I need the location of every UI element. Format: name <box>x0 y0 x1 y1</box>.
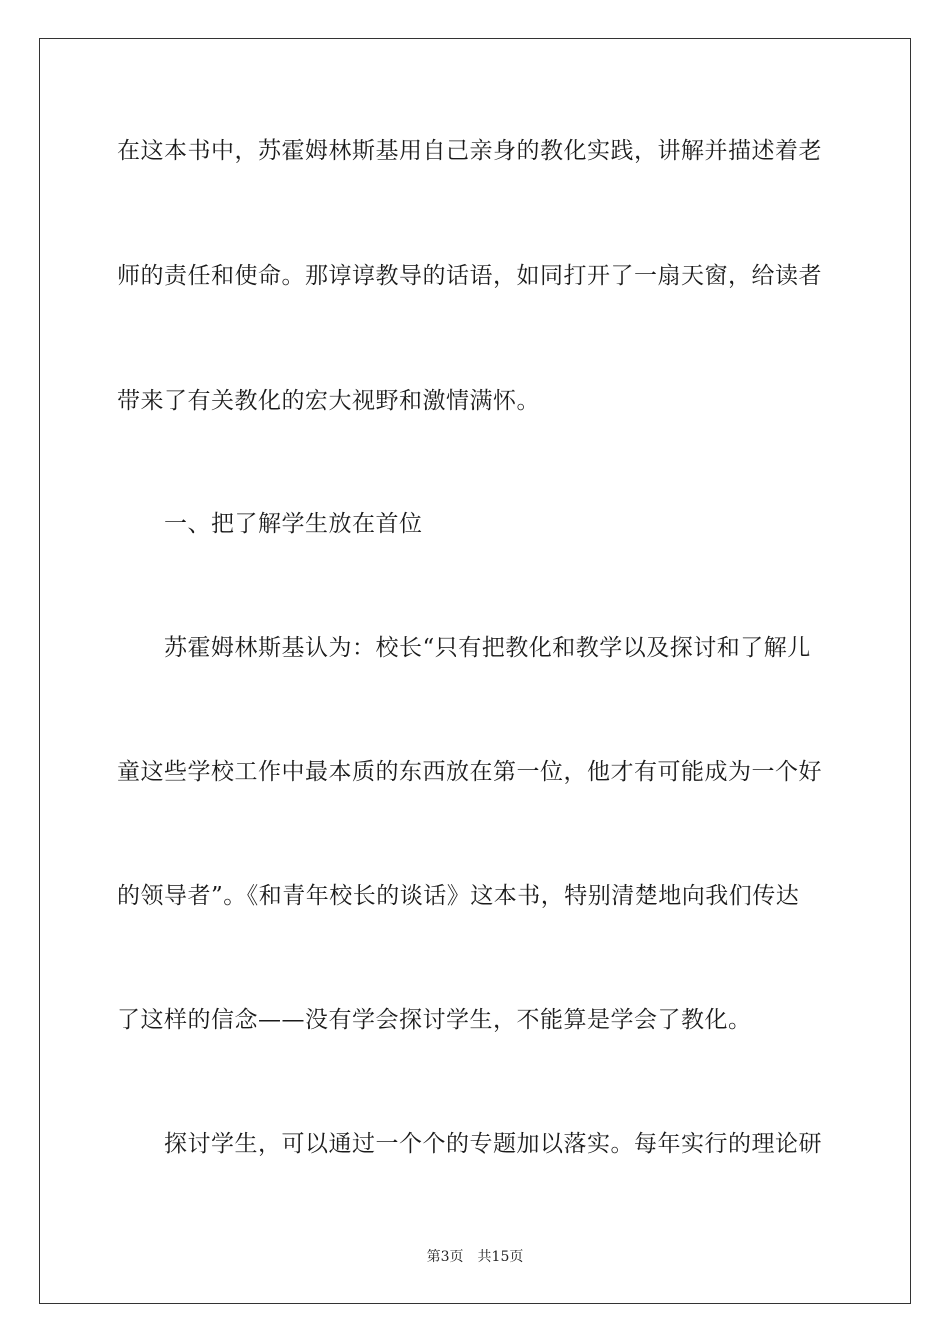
body-text-line: 带来了有关教化的宏大视野和激情满怀。 <box>117 388 540 414</box>
section-heading: 一、把了解学生放在首位 <box>164 511 423 537</box>
page-footer <box>0 1248 950 1266</box>
body-text-line: 苏霍姆林斯基认为：校长“只有把教化和教学以及探讨和了解儿 <box>164 635 811 661</box>
page-number: 第3页 <box>426 1249 464 1265</box>
page-total: 共15页 <box>477 1249 524 1265</box>
body-text-line: 童这些学校工作中最本质的东西放在第一位，他才有可能成为一个好 <box>117 759 822 785</box>
body-text-line: 的领导者”。《和青年校长的谈话》这本书，特别清楚地向我们传达 <box>117 883 800 909</box>
body-text-line: 师的责任和使命。那谆谆教导的话语，如同打开了一扇天窗，给读者 <box>117 263 822 289</box>
page-border <box>39 38 911 1304</box>
body-text-line: 探讨学生，可以通过一个个的专题加以落实。每年实行的理论研 <box>164 1131 822 1157</box>
body-text-line: 了这样的信念——没有学会探讨学生，不能算是学会了教化。 <box>117 1007 752 1033</box>
body-text-line: 在这本书中，苏霍姆林斯基用自己亲身的教化实践，讲解并描述着老 <box>117 138 822 164</box>
